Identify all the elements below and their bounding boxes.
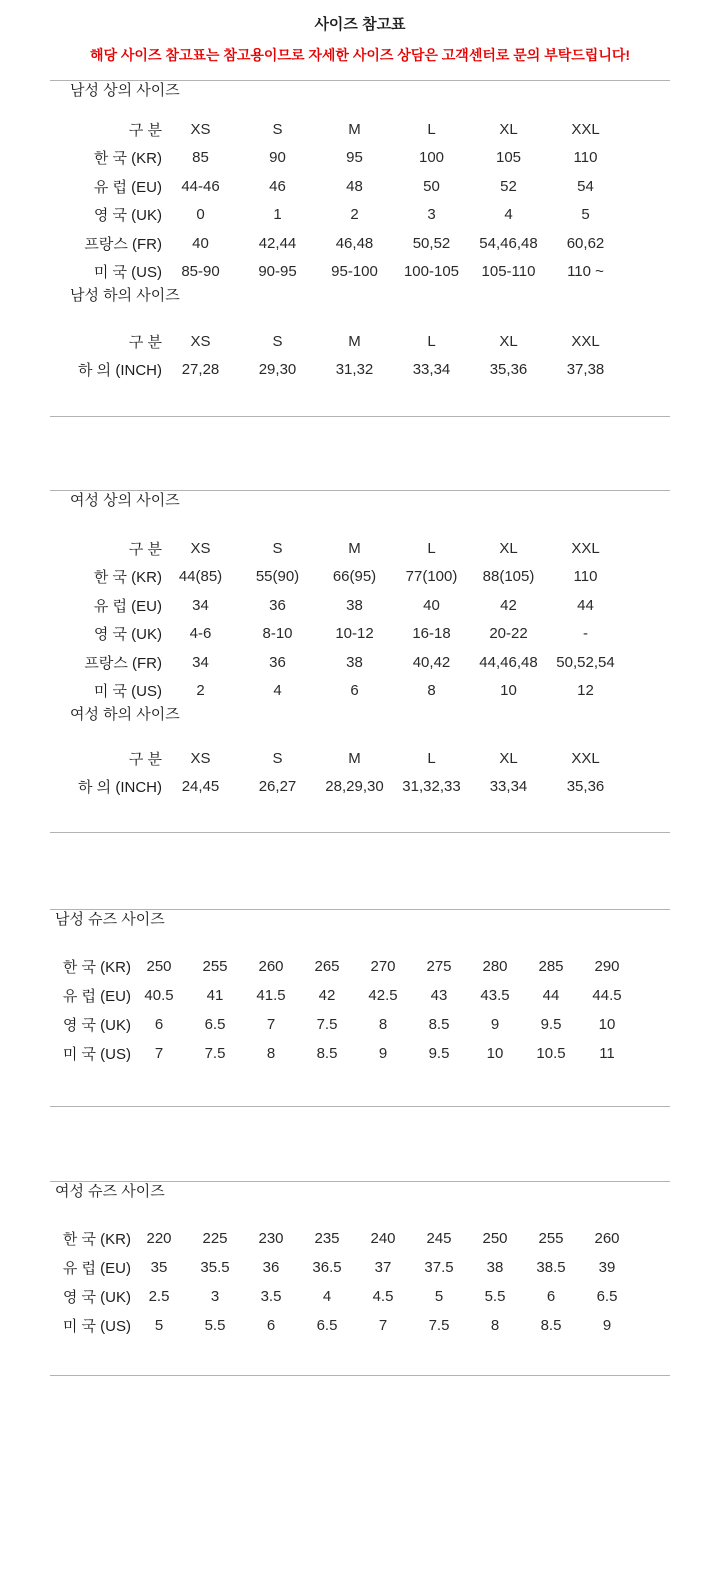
size-cell: 44,46,48 xyxy=(479,653,538,671)
size-cell: 4 xyxy=(322,1288,332,1305)
section-title-mens-bottoms: 남성 하의 사이즈 xyxy=(70,287,180,304)
size-cell: 100-105 xyxy=(403,263,460,281)
size-cell: 50,52,54 xyxy=(556,653,615,671)
size-cell: 40,42 xyxy=(412,653,451,671)
size-cell: 43 xyxy=(430,987,448,1004)
size-cell: 275 xyxy=(426,958,452,975)
size-cell: 105-110 xyxy=(481,263,536,281)
row-label: 구 분 xyxy=(128,540,162,558)
table-row xyxy=(0,648,720,677)
size-cell: 36 xyxy=(269,596,286,614)
page-title: 사이즈 참고표 xyxy=(314,16,406,33)
size-cell: 60,62 xyxy=(566,234,605,252)
womens-shoes-table xyxy=(0,1224,720,1340)
table-row xyxy=(0,677,720,706)
row-label: 한 국 (KR) xyxy=(62,1231,131,1248)
size-cell: 8-10 xyxy=(262,625,293,643)
row-label: 영 국 (UK) xyxy=(62,1289,131,1306)
size-cell: XXL xyxy=(571,749,600,767)
table-row xyxy=(0,1224,720,1253)
size-cell: 290 xyxy=(594,958,620,975)
size-cell: 8 xyxy=(266,1045,276,1062)
size-cell: 8.5 xyxy=(428,1016,450,1033)
size-cell: 11 xyxy=(599,1045,615,1062)
size-cell: S xyxy=(272,120,283,138)
size-cell: 41 xyxy=(206,987,224,1004)
size-cell: 90 xyxy=(269,149,286,167)
size-cell: 5 xyxy=(434,1288,444,1305)
size-cell: 95-100 xyxy=(331,263,378,281)
size-cell: 55(90) xyxy=(255,568,300,586)
size-cell: 38.5 xyxy=(536,1259,566,1276)
size-cell: 6 xyxy=(546,1288,556,1305)
size-cell: 5.5 xyxy=(484,1288,506,1305)
size-cell: 36.5 xyxy=(312,1259,342,1276)
size-cell: 27,28 xyxy=(181,361,220,379)
size-cell: 255 xyxy=(202,958,228,975)
size-cell: 40 xyxy=(192,234,209,252)
table-row xyxy=(0,327,720,356)
size-cell: 4 xyxy=(273,682,282,700)
table-row xyxy=(0,773,720,802)
size-cell: 10.5 xyxy=(536,1045,566,1062)
size-cell: 220 xyxy=(146,1230,172,1247)
size-cell: 5 xyxy=(581,206,590,224)
size-cell: - xyxy=(583,625,588,643)
size-cell: 42 xyxy=(318,987,336,1004)
table-row xyxy=(0,952,720,981)
size-cell: 8.5 xyxy=(540,1317,562,1334)
size-cell: 54 xyxy=(577,177,594,195)
size-cell: 31,32,33 xyxy=(402,778,461,796)
table-row xyxy=(0,563,720,592)
size-cell: 6 xyxy=(350,682,359,700)
table-row xyxy=(0,744,720,773)
size-cell: 10 xyxy=(500,682,517,700)
size-cell: 34 xyxy=(192,596,209,614)
size-cell: 8 xyxy=(378,1016,388,1033)
size-cell: 280 xyxy=(482,958,508,975)
mens-shoes-table xyxy=(0,952,720,1068)
row-label: 유 럽 (EU) xyxy=(62,988,131,1005)
size-cell: 9.5 xyxy=(540,1016,562,1033)
divider xyxy=(50,832,670,833)
size-cell: 28,29,30 xyxy=(325,778,384,796)
size-cell: 8.5 xyxy=(316,1045,338,1062)
size-cell: 5.5 xyxy=(204,1317,226,1334)
row-label: 유 럽 (EU) xyxy=(93,178,162,196)
size-cell: 35,36 xyxy=(566,778,605,796)
size-cell: 9.5 xyxy=(428,1045,450,1062)
size-cell: 2.5 xyxy=(148,1288,170,1305)
size-cell: 8 xyxy=(490,1317,500,1334)
size-cell: 4.5 xyxy=(372,1288,394,1305)
size-cell: 44 xyxy=(542,987,560,1004)
size-cell: 77(100) xyxy=(405,568,458,586)
size-cell: 26,27 xyxy=(258,778,297,796)
row-label: 한 국 (KR) xyxy=(93,569,162,587)
section-title-womens-tops: 여성 상의 사이즈 xyxy=(70,492,180,509)
row-label: 프랑스 (FR) xyxy=(84,235,162,253)
size-cell: 235 xyxy=(314,1230,340,1247)
size-cell: M xyxy=(348,539,361,557)
row-label: 하 의 (INCH) xyxy=(78,779,162,797)
size-cell: 66(95) xyxy=(332,568,377,586)
size-cell: XS xyxy=(190,749,211,767)
size-cell: 41.5 xyxy=(256,987,286,1004)
size-cell: S xyxy=(272,749,283,767)
size-cell: M xyxy=(348,120,361,138)
size-cell: 24,45 xyxy=(181,778,220,796)
row-label: 하 의 (INCH) xyxy=(78,362,162,380)
mens-bottoms-table xyxy=(0,327,720,384)
size-cell: XXL xyxy=(571,539,600,557)
size-cell: 88(105) xyxy=(482,568,535,586)
row-label: 영 국 (UK) xyxy=(93,626,162,644)
size-cell: 4 xyxy=(504,206,513,224)
size-cell: 46,48 xyxy=(335,234,374,252)
size-cell: 8 xyxy=(427,682,436,700)
size-cell: 38 xyxy=(486,1259,504,1276)
size-cell: 50 xyxy=(423,177,440,195)
size-cell: XS xyxy=(190,539,211,557)
row-label: 미 국 (US) xyxy=(93,683,162,701)
size-cell: 44(85) xyxy=(178,568,223,586)
womens-tops-table xyxy=(0,534,720,705)
size-cell: 16-18 xyxy=(412,625,451,643)
size-cell: 42 xyxy=(500,596,517,614)
size-cell: 40 xyxy=(423,596,440,614)
notice-text: 해당 사이즈 참고표는 참고용이므로 자세한 사이즈 상담은 고객센터로 문의 부탁드립니다! xyxy=(89,47,631,63)
row-label: 유 럽 (EU) xyxy=(62,1260,131,1277)
size-cell: 6.5 xyxy=(596,1288,618,1305)
size-cell: XL xyxy=(499,749,518,767)
size-cell: 10 xyxy=(598,1016,616,1033)
table-row xyxy=(0,534,720,563)
size-cell: 40.5 xyxy=(144,987,174,1004)
size-cell: 7.5 xyxy=(316,1016,338,1033)
row-label: 프랑스 (FR) xyxy=(84,654,162,672)
mens-tops-table xyxy=(0,115,720,286)
size-cell: XL xyxy=(499,332,518,350)
size-cell: 31,32 xyxy=(335,361,374,379)
section-title-womens-bottoms: 여성 하의 사이즈 xyxy=(70,706,180,723)
table-row xyxy=(0,1253,720,1282)
divider xyxy=(50,1106,670,1107)
row-label: 구 분 xyxy=(128,121,162,139)
size-cell: 285 xyxy=(538,958,564,975)
size-cell: XXL xyxy=(571,332,600,350)
size-cell: 44-46 xyxy=(181,177,220,195)
size-cell: L xyxy=(427,332,436,350)
size-cell: 265 xyxy=(314,958,340,975)
size-cell: 20-22 xyxy=(489,625,528,643)
size-cell: 225 xyxy=(202,1230,228,1247)
size-cell: XL xyxy=(499,539,518,557)
table-row xyxy=(0,1010,720,1039)
size-cell: 46 xyxy=(269,177,286,195)
size-cell: L xyxy=(427,120,436,138)
size-cell: 2 xyxy=(196,682,205,700)
size-cell: 245 xyxy=(426,1230,452,1247)
row-label: 미 국 (US) xyxy=(62,1318,131,1335)
size-cell: 48 xyxy=(346,177,363,195)
size-cell: 85-90 xyxy=(181,263,220,281)
bottom-spacer xyxy=(0,1376,720,1391)
row-label: 영 국 (UK) xyxy=(62,1017,131,1034)
size-cell: 44 xyxy=(577,596,594,614)
size-cell: L xyxy=(427,749,436,767)
size-cell: 1 xyxy=(273,206,282,224)
size-cell: 33,34 xyxy=(489,778,528,796)
size-cell: 33,34 xyxy=(412,361,451,379)
size-cell: 39 xyxy=(598,1259,616,1276)
section-title-womens-shoes: 여성 슈즈 사이즈 xyxy=(55,1183,165,1200)
size-cell: 10 xyxy=(486,1045,504,1062)
size-cell: XS xyxy=(190,120,211,138)
size-cell: 3 xyxy=(427,206,436,224)
size-cell: 38 xyxy=(346,596,363,614)
size-cell: 7.5 xyxy=(204,1045,226,1062)
size-cell: 85 xyxy=(192,149,209,167)
row-label: 한 국 (KR) xyxy=(62,959,131,976)
size-cell: XXL xyxy=(571,120,600,138)
size-cell: S xyxy=(272,539,283,557)
size-cell: 9 xyxy=(490,1016,500,1033)
size-cell: L xyxy=(427,539,436,557)
size-cell: 100 xyxy=(418,149,445,167)
size-cell: 6 xyxy=(266,1317,276,1334)
size-cell: 36 xyxy=(269,653,286,671)
size-cell: 34 xyxy=(192,653,209,671)
size-cell: 7 xyxy=(266,1016,276,1033)
row-label: 영 국 (UK) xyxy=(93,207,162,225)
size-cell: 270 xyxy=(370,958,396,975)
size-cell: 38 xyxy=(346,653,363,671)
size-cell: 7 xyxy=(378,1317,388,1334)
size-cell: 5 xyxy=(154,1317,164,1334)
size-cell: 6.5 xyxy=(204,1016,226,1033)
size-cell: 52 xyxy=(500,177,517,195)
row-label: 유 럽 (EU) xyxy=(93,597,162,615)
row-label: 미 국 (US) xyxy=(62,1046,131,1063)
size-cell: 12 xyxy=(577,682,594,700)
size-cell: 110 xyxy=(573,149,598,167)
table-row xyxy=(0,591,720,620)
table-row xyxy=(0,1311,720,1340)
size-cell: 6 xyxy=(154,1016,164,1033)
size-cell: 3.5 xyxy=(260,1288,282,1305)
size-cell: 6.5 xyxy=(316,1317,338,1334)
size-cell: 9 xyxy=(378,1045,388,1062)
size-cell: XL xyxy=(499,120,518,138)
size-cell: 7 xyxy=(154,1045,164,1062)
size-cell: 3 xyxy=(210,1288,220,1305)
size-cell: 90-95 xyxy=(258,263,297,281)
size-cell: 240 xyxy=(370,1230,396,1247)
size-cell: 36 xyxy=(262,1259,280,1276)
divider xyxy=(50,416,670,417)
size-cell: 44.5 xyxy=(592,987,622,1004)
size-cell: M xyxy=(348,749,361,767)
size-cell: 54,46,48 xyxy=(479,234,538,252)
size-cell: 37.5 xyxy=(424,1259,454,1276)
size-cell: 42,44 xyxy=(258,234,297,252)
size-cell: XS xyxy=(190,332,211,350)
table-row xyxy=(0,258,720,287)
table-row xyxy=(0,1039,720,1068)
row-label: 구 분 xyxy=(128,333,162,351)
size-cell: 37 xyxy=(374,1259,392,1276)
size-cell: 260 xyxy=(258,958,284,975)
size-cell: M xyxy=(348,332,361,350)
table-row xyxy=(0,356,720,385)
size-cell: 4-6 xyxy=(189,625,212,643)
size-cell: 0 xyxy=(196,206,205,224)
size-cell: 250 xyxy=(482,1230,508,1247)
table-row xyxy=(0,144,720,173)
size-cell: 95 xyxy=(346,149,363,167)
row-label: 한 국 (KR) xyxy=(93,150,162,168)
table-row xyxy=(0,229,720,258)
size-cell: 2 xyxy=(350,206,359,224)
table-row xyxy=(0,115,720,144)
section-title-mens-shoes: 남성 슈즈 사이즈 xyxy=(55,911,165,928)
size-cell: 7.5 xyxy=(428,1317,450,1334)
size-cell: 110 ~ xyxy=(567,263,604,281)
size-cell: 35.5 xyxy=(200,1259,230,1276)
size-cell: 35,36 xyxy=(489,361,528,379)
size-cell: 9 xyxy=(602,1317,612,1334)
size-cell: 37,38 xyxy=(566,361,605,379)
row-label: 구 분 xyxy=(128,750,162,768)
size-cell: 105 xyxy=(495,149,522,167)
table-row xyxy=(0,981,720,1010)
size-cell: 250 xyxy=(146,958,172,975)
size-cell: 35 xyxy=(150,1259,168,1276)
table-row xyxy=(0,201,720,230)
section-title-mens-tops: 남성 상의 사이즈 xyxy=(70,82,180,99)
size-cell: 10-12 xyxy=(335,625,374,643)
size-cell: 260 xyxy=(594,1230,620,1247)
table-row xyxy=(0,1282,720,1311)
size-cell: 29,30 xyxy=(258,361,297,379)
size-cell: 230 xyxy=(258,1230,284,1247)
womens-bottoms-table xyxy=(0,744,720,801)
row-label: 미 국 (US) xyxy=(93,264,162,282)
size-cell: 42.5 xyxy=(368,987,398,1004)
table-row xyxy=(0,620,720,649)
size-cell: 50,52 xyxy=(412,234,451,252)
size-cell: S xyxy=(272,332,283,350)
size-cell: 255 xyxy=(538,1230,564,1247)
table-row xyxy=(0,172,720,201)
size-cell: 43.5 xyxy=(480,987,510,1004)
size-cell: 110 xyxy=(573,568,598,586)
